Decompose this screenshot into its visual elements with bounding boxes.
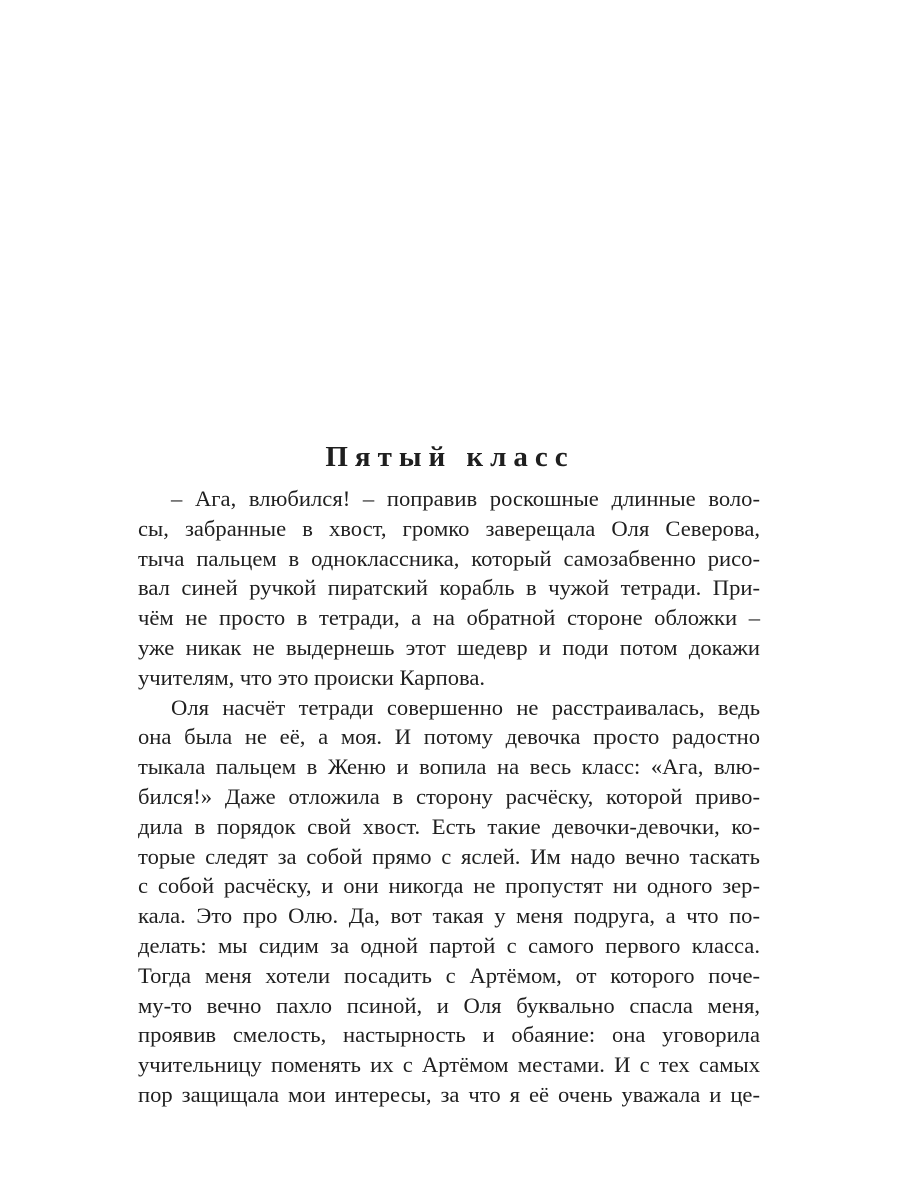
text-line: бился!» Даже отложила в сторону расчёску, которой приво- (138, 783, 760, 809)
text-line: му-то вечно пахло псиной, и Оля буквально спасла меня, (138, 992, 760, 1018)
text-line: тыча пальцем в одноклассника, который самозабвенно рисо- (138, 545, 760, 571)
text-line: Тогда меня хотели посадить с Артёмом, от которого поче- (138, 962, 760, 988)
text-line: торые следят за собой прямо с яслей. Им надо вечно таскать (138, 843, 760, 869)
text-line: сы, забранные в хвост, громко заверещала Оля Северова, (138, 515, 760, 541)
text-line: Оля насчёт тетради совершенно не расстраивалась, ведь (171, 694, 760, 720)
body-text (138, 484, 760, 1110)
text-line: тыкала пальцем в Женю и вопила на весь класс: «Ага, влю- (138, 754, 760, 780)
text-line: – Ага, влюбился! – поправив роскошные длинные воло- (171, 486, 760, 511)
chapter-title: Пятый класс (325, 441, 575, 474)
text-line: с собой расчёску, и они никогда не пропустят ни одного зер- (138, 873, 760, 899)
text-line: делать: мы сидим за одной партой с самого первого класса. (138, 932, 760, 958)
text-line: учителям, что это происки Карпова. (138, 664, 486, 690)
text-line: дила в порядок свой хвост. Есть такие девочки-девочки, ко- (138, 813, 760, 839)
text-line: пор защищала мои интересы, за что я её очень уважала и це- (138, 1081, 760, 1107)
text-line: вал синей ручкой пиратский корабль в чужой тетради. При- (138, 575, 760, 601)
text-line: уже никак не выдернешь этот шедевр и поди потом докажи (138, 634, 760, 660)
text-line: чём не просто в тетради, а на обратной стороне обложки – (138, 605, 760, 631)
text-line: кала. Это про Олю. Да, вот такая у меня подруга, а что по- (138, 903, 760, 929)
text-line: учительницу поменять их с Артёмом местами. И с тех самых (138, 1052, 760, 1078)
text-line: проявив смелость, настырность и обаяние: она уговорила (138, 1022, 760, 1048)
text-line: она была не её, а моя. И потому девочка просто радостно (138, 724, 760, 750)
